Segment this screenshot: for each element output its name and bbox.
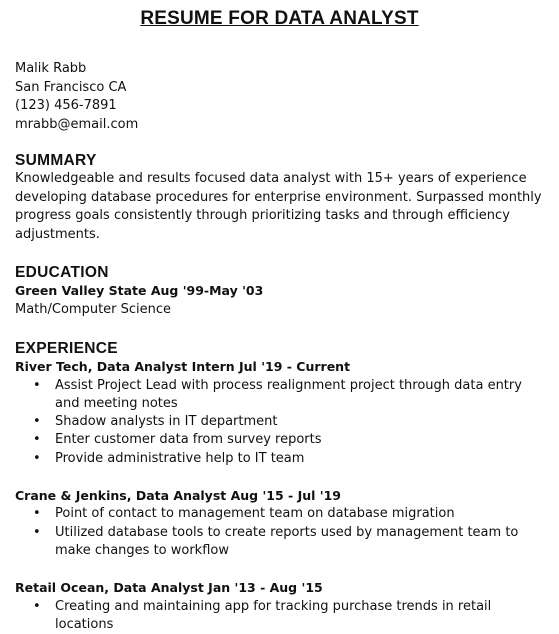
contact-location: San Francisco CA [15,79,127,95]
contact-phone: (123) 456-7891 [15,98,117,113]
education-degree: Math/Computer Science [15,301,172,317]
job-entry [15,487,550,560]
bullet-item [15,598,550,634]
job-title: Crane & Jenkins, Data Analyst Aug '15 - Jul '19 [15,487,341,503]
contact-block [15,60,138,134]
bullet-text: Point of contact to management team on database migration [55,506,455,522]
bullet-text: Shadow analysts in IT department [55,414,278,430]
job-entry [15,358,550,468]
job-bullets [15,377,550,468]
job-title: River Tech, Data Analyst Intern Jul '19 - Current [15,359,351,374]
resume-title: RESUME FOR DATA ANALYST [140,8,419,29]
experience-section [15,339,550,634]
education-section [15,263,550,319]
summary-section [15,151,550,244]
bullet-dot-icon: • [33,432,41,448]
bullet-item [15,431,550,449]
bullet-text: Provide administrative help to IT team [55,450,305,466]
bullet-item [15,377,550,414]
job-bullets [15,505,550,560]
experience-heading: EXPERIENCE [15,340,118,357]
bullet-dot-icon: • [33,377,41,393]
bullet-dot-icon: • [33,598,41,614]
summary-text: Knowledgeable and results focused data analyst with 15+ years of experience developing database procedures for enterprise environment. Surpassed monthly progress goals consistently through prioritizing tasks and through efficiency adjustments. [15,171,542,242]
bullet-item [15,413,550,431]
bullet-dot-icon: • [33,524,41,540]
bullet-dot-icon: • [33,414,41,430]
bullet-item [15,450,550,468]
education-heading: EDUCATION [15,264,109,281]
job-bullets [15,598,550,634]
bullet-item [15,505,550,523]
contact-name: Malik Rabb [15,61,87,76]
bullet-text: Creating and maintaining app for tracking purchase trends in retail locations [55,598,492,633]
bullet-text: Enter customer data from survey reports [55,432,322,448]
contact-email: mrabb@email.com [15,116,139,132]
bullet-dot-icon: • [33,506,41,522]
bullet-dot-icon: • [33,450,41,466]
education-school: Green Valley State Aug '99-May '03 [15,283,264,298]
summary-heading: SUMMARY [15,152,97,169]
job-entry [15,579,550,634]
bullet-text: Assist Project Lead with process realignment project through data entry and meeting notes [55,377,522,411]
job-title: Retail Ocean, Data Analyst Jan '13 - Aug '15 [15,580,323,596]
bullet-text: Utilized database tools to create reports used by management team to make changes to workflow [55,524,519,559]
bullet-item [15,524,550,561]
